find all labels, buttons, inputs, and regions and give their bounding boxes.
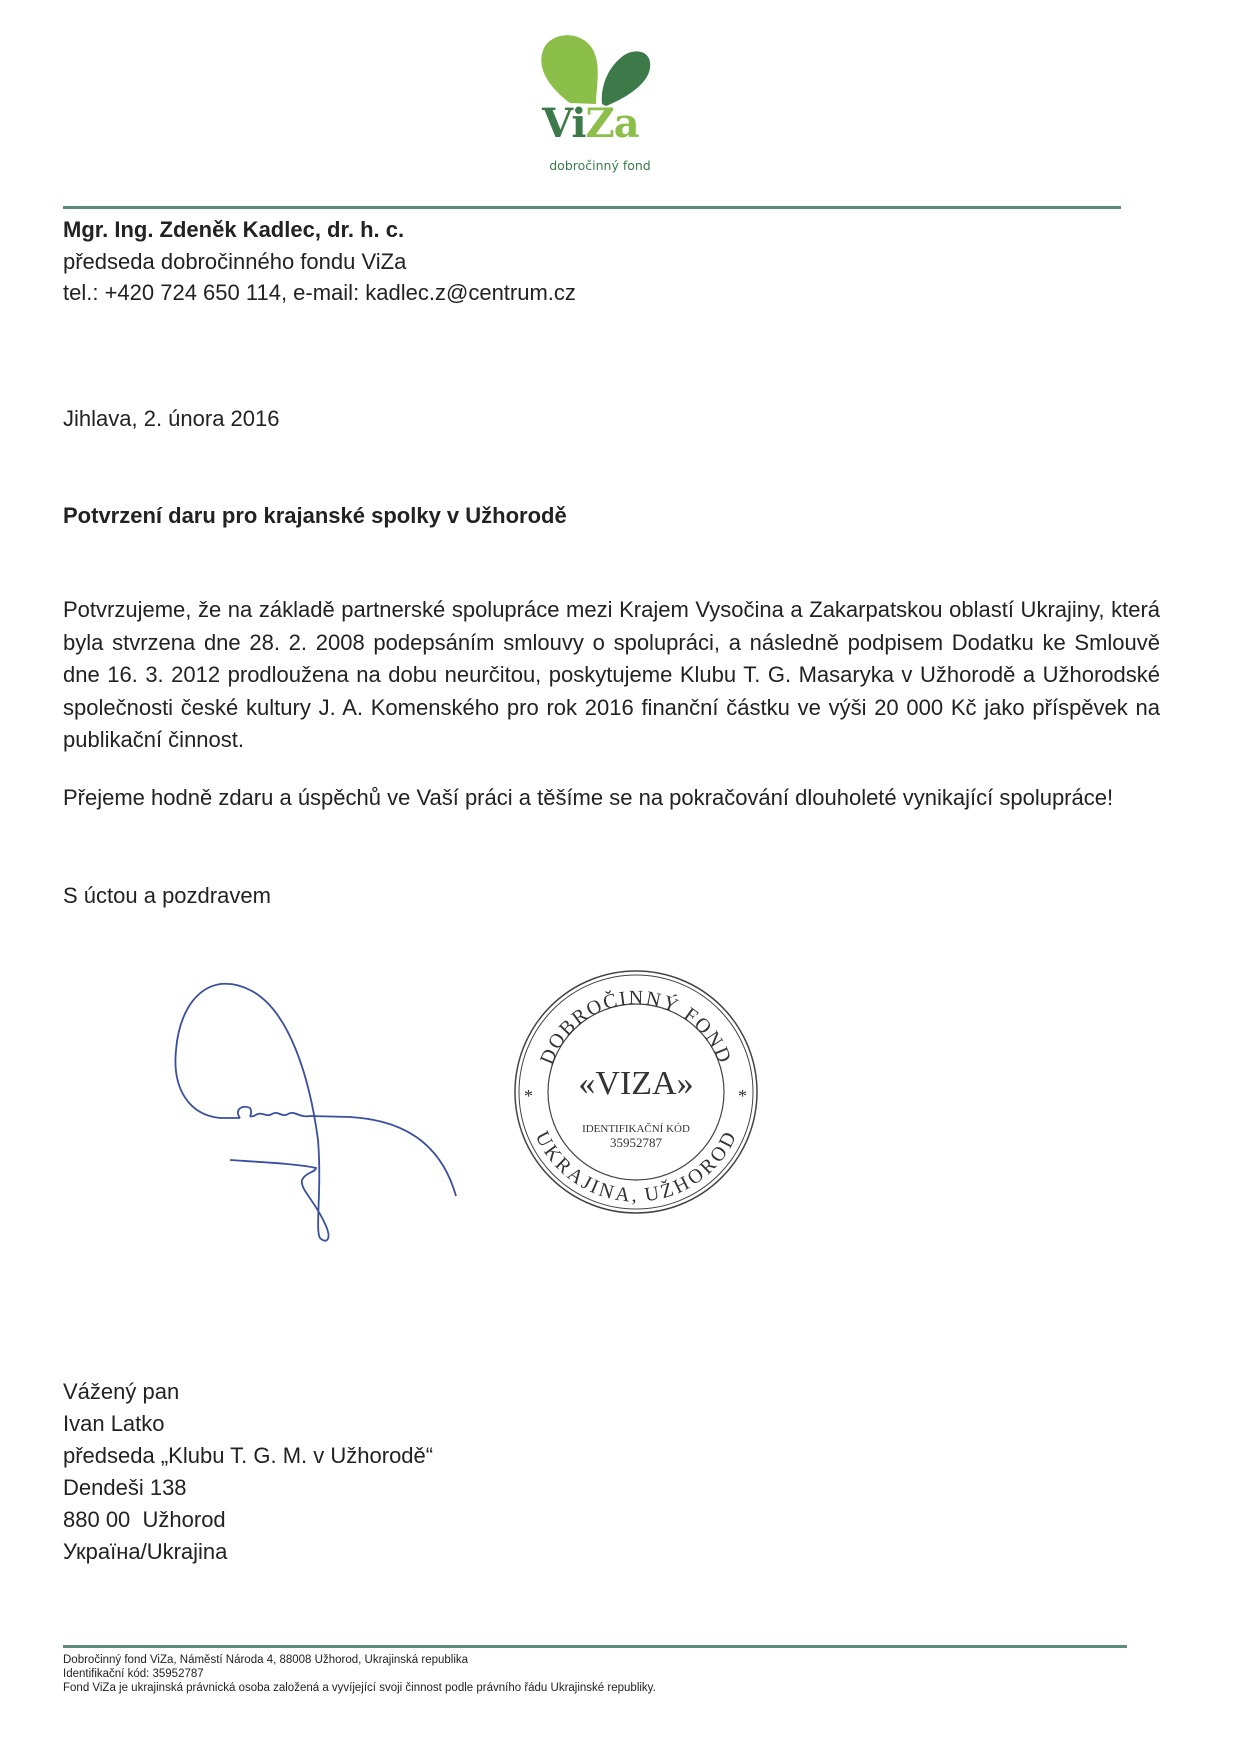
- sender-contact: tel.: +420 724 650 114, e-mail: kadlec.z@centrum.cz: [63, 280, 576, 305]
- stamp-id-value: 35952787: [610, 1135, 662, 1150]
- footer-address: Dobročinný fond ViZa, Náměstí Národa 4, 88008 Užhorod, Ukrajinská republika: [63, 1654, 469, 1666]
- recipient-role: předseda „Klubu T. G. M. v Užhorodě“: [63, 1443, 434, 1468]
- stamp-icon: [510, 966, 762, 1218]
- viza-logo: [530, 28, 670, 178]
- stamp-id-label: IDENTIFIKAČNÍ KÓD: [582, 1123, 690, 1135]
- recipient-street: Dendeši 138: [63, 1475, 187, 1500]
- recipient-city: 880 00 Užhorod: [63, 1507, 226, 1532]
- logo-word-vi: Vi: [542, 100, 586, 147]
- date-line: Jihlava, 2. února 2016: [63, 406, 280, 431]
- logo-wordmark: [542, 102, 662, 146]
- leaves-icon: [530, 28, 670, 108]
- recipient-name: Ivan Latko: [63, 1411, 165, 1436]
- stamp-center-text: «VIZA»: [578, 1065, 694, 1102]
- stamp-star-right: *: [738, 1086, 747, 1106]
- logo-word-za: Za: [585, 100, 639, 147]
- recipient-salutation: Vážený pan: [63, 1379, 180, 1404]
- body-paragraph-1: Potvrzujeme, že na základě partnerské spolupráce mezi Krajem Vysočina a Zakarpatskou oblastí Ukrajiny, která byla stvrzena dne 28. 2. 2008 podepsáním smlouvy o spolupráci, a následně podpisem Dodatku ke Smlouvě dne 16. 3. 2012 prodloužena na dobu neurčitou, poskytujeme Klubu T. G. Masaryka v Užhorodě a Užhorodské společnosti české kultury J. A. Komenského pro rok 2016 finanční částku ve výši 20 000 Kč jako příspěvek na publikační činnost.: [63, 597, 1160, 752]
- logo-subtitle: dobročinný fond: [549, 158, 651, 173]
- footer-id: Identifikační kód: 35952787: [63, 1668, 204, 1680]
- stamp-top-text: DOBROČINNÝ FOND: [535, 986, 737, 1068]
- sender-name: Mgr. Ing. Zdeněk Kadlec, dr. h. c.: [63, 217, 405, 242]
- signature-icon: [150, 960, 480, 1260]
- recipient-country: Україна/Ukrajina: [63, 1539, 228, 1564]
- footer-legal: Fond ViZa je ukrajinská právnická osoba založená a vyvíjející svoji činnost podle právního řádu Ukrajinské republiky.: [63, 1682, 656, 1694]
- svg-text:DOBROČINNÝ FOND: [536, 987, 736, 1068]
- stamp-star-left: *: [524, 1086, 533, 1106]
- closing-line: S úctou a pozdravem: [63, 883, 271, 908]
- header-rule: [63, 206, 1121, 209]
- body-paragraph-2: Přejeme hodně zdaru a úspěchů ve Vaší práci a těšíme se na pokračování dlouholeté vynikající spolupráce!: [63, 785, 1114, 810]
- sender-role: předseda dobročinného fondu ViZa: [63, 249, 407, 274]
- footer-rule: [63, 1645, 1127, 1648]
- stamp-bottom-text: UKRAJINA, UŽHOROD: [530, 1127, 742, 1207]
- subject-heading: Potvrzení daru pro krajanské spolky v Užhorodě: [63, 503, 567, 528]
